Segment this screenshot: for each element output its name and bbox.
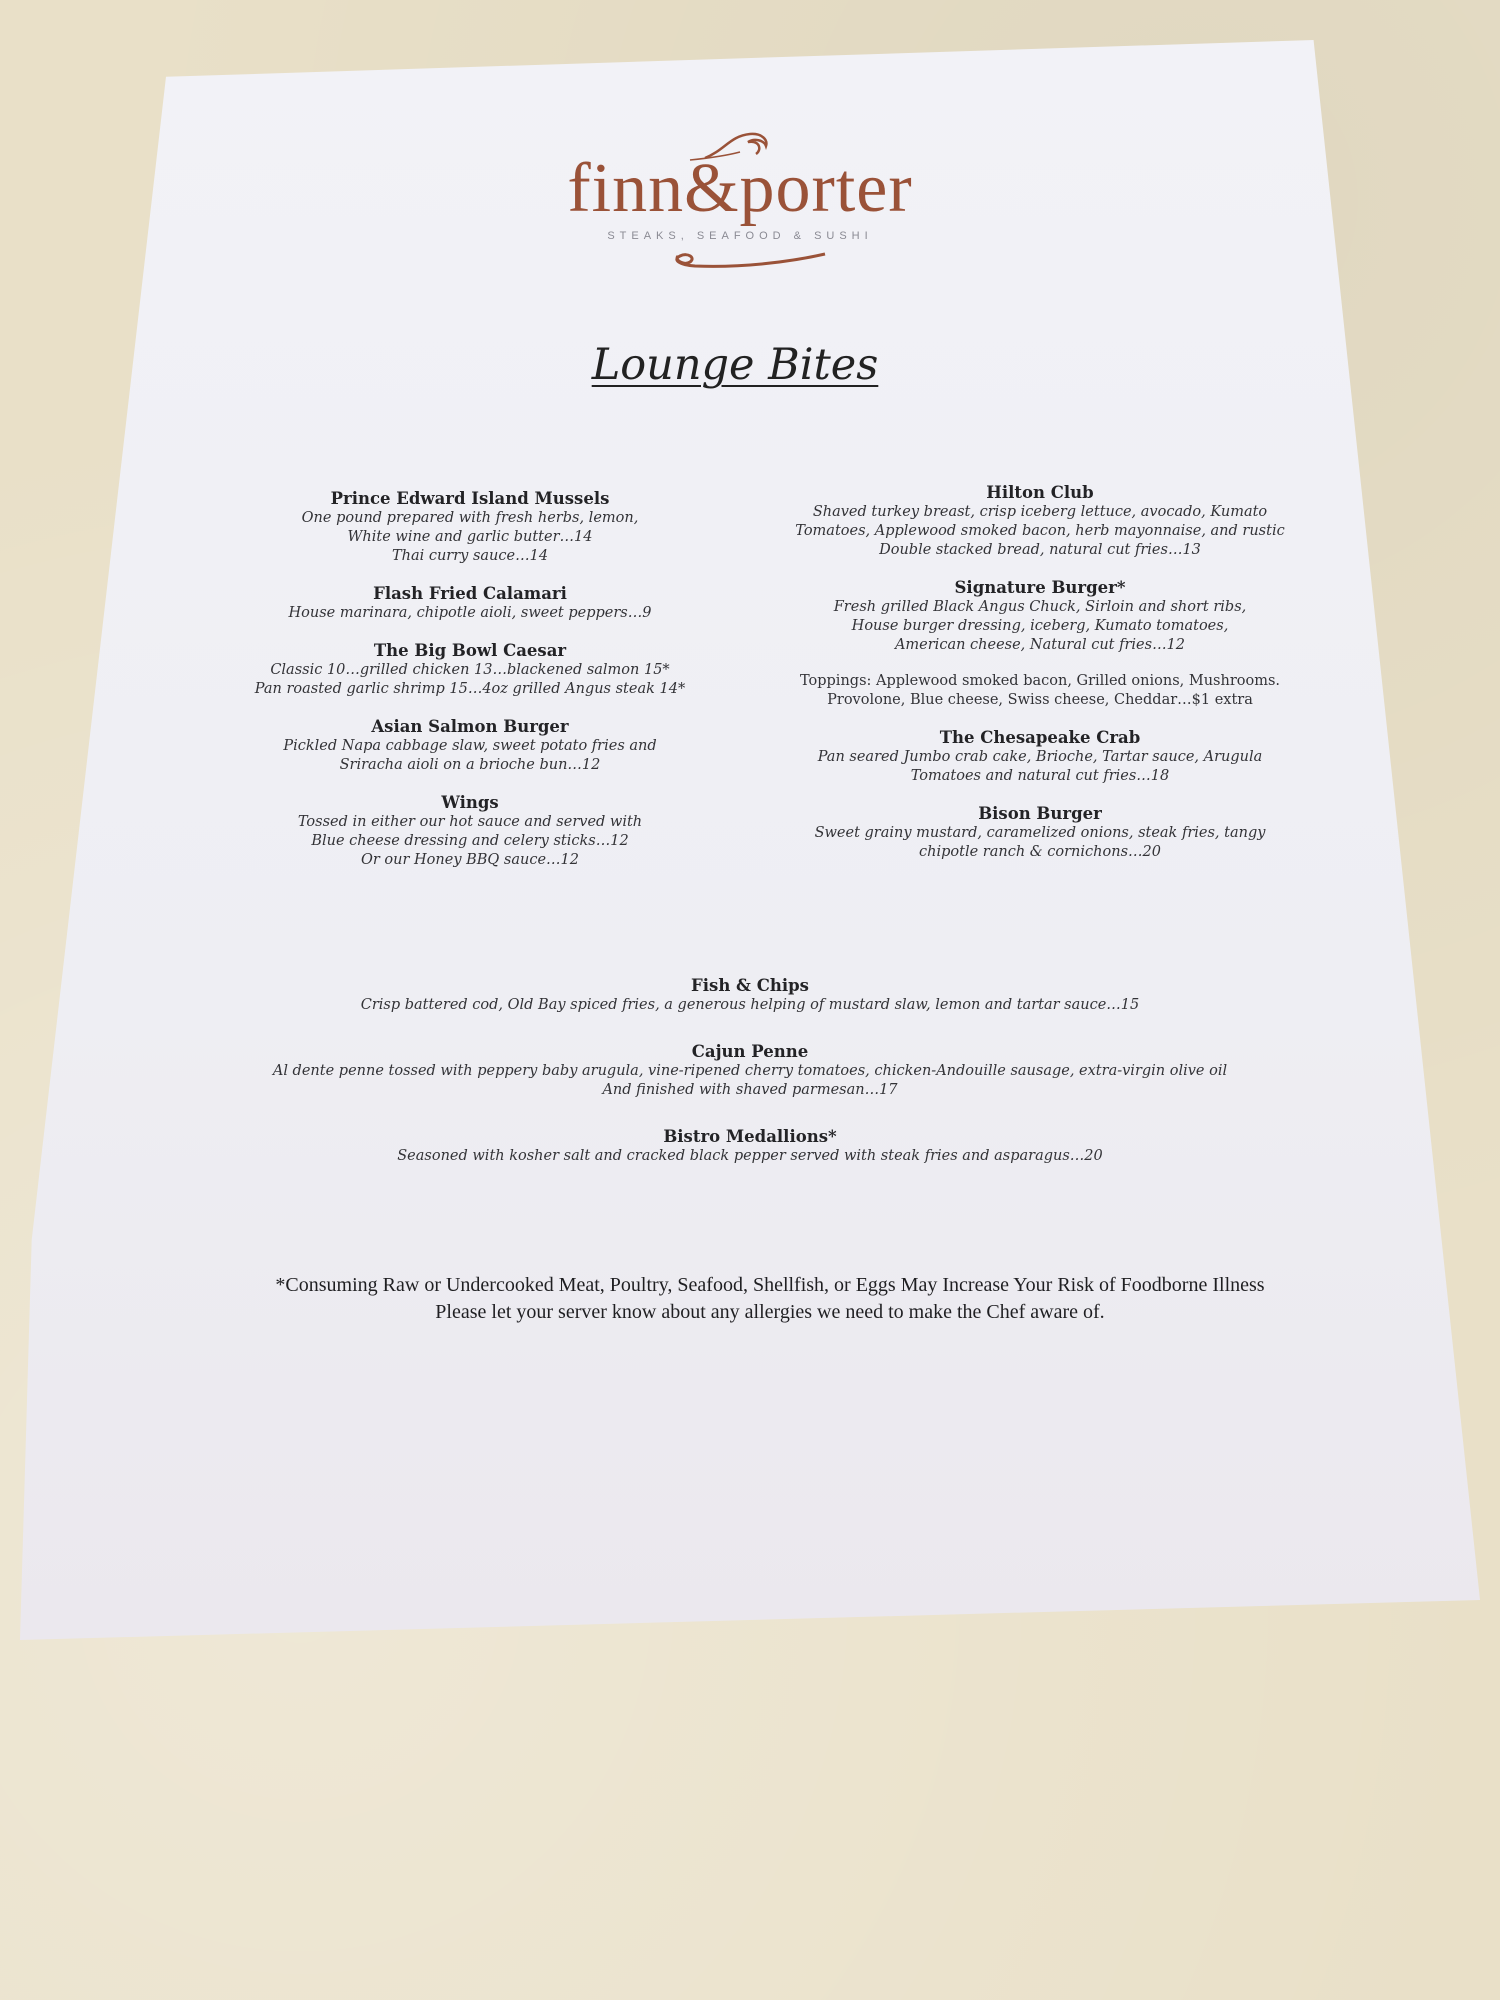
- menu-item-description: House burger dressing, iceberg, Kumato tomatoes,: [851, 618, 1229, 634]
- menu-item-name: Wings: [441, 793, 499, 812]
- menu-item: [230, 583, 710, 623]
- menu-item-name: The Chesapeake Crab: [939, 728, 1141, 747]
- menu-item-name: Prince Edward Island Mussels: [330, 489, 610, 508]
- brand-tagline: STEAKS, SEAFOOD & SUSHI: [607, 230, 873, 242]
- menu-item-description: Al dente penne tossed with peppery baby arugula, vine-ripened cherry tomatoes, chicken-Andouille sausage, extra-virgin olive oil: [272, 1063, 1228, 1079]
- menu-item-description: Double stacked bread, natural cut fries…13: [879, 542, 1201, 558]
- menu-item-description: Sriracha aioli on a brioche bun…12: [339, 757, 601, 773]
- menu-item: [230, 640, 710, 699]
- menu-item-description: Classic 10…grilled chicken 13…blackened salmon 15*: [270, 662, 670, 678]
- restaurant-logo: [520, 128, 960, 276]
- menu-item-description: Pickled Napa cabbage slaw, sweet potato fries and: [283, 738, 657, 754]
- menu-item: [770, 803, 1310, 862]
- menu-item-description: One pound prepared with fresh herbs, lemon,: [301, 510, 639, 526]
- menu-item-name: Asian Salmon Burger: [371, 717, 569, 736]
- menu-item-name: Bistro Medallions*: [663, 1127, 837, 1146]
- disclaimer-line: Please let your server know about any allergies we need to make the Chef aware of.: [435, 1301, 1105, 1323]
- menu-item-description: Thai curry sauce…14: [391, 548, 549, 564]
- menu-item-description: Pan roasted garlic shrimp 15…4oz grilled Angus steak 14*: [254, 681, 686, 697]
- allergy-disclaimer: [200, 1272, 1340, 1326]
- menu-item: [220, 1041, 1280, 1100]
- menu-item: [770, 727, 1310, 786]
- menu-item-name: Signature Burger*: [954, 578, 1126, 597]
- menu-item: [770, 482, 1310, 560]
- menu-item-description: chipotle ranch & cornichons…20: [919, 844, 1161, 860]
- menu-title: Lounge Bites: [591, 340, 879, 390]
- menu-item-name: Cajun Penne: [691, 1042, 809, 1061]
- menu-item-description: Seasoned with kosher salt and cracked black pepper served with steak fries and asparagus…20: [397, 1148, 1103, 1164]
- brand-name: finn&porter: [567, 150, 913, 227]
- menu-item: [220, 1126, 1280, 1166]
- menu-item-description: Crisp battered cod, Old Bay spiced fries, a generous helping of mustard slaw, lemon and tartar sauce…15: [360, 997, 1140, 1013]
- menu-item-description: Pan seared Jumbo crab cake, Brioche, Tartar sauce, Arugula: [817, 749, 1263, 765]
- menu-item-description: Tomatoes and natural cut fries…18: [910, 768, 1170, 784]
- menu-item: [230, 716, 710, 775]
- menu-item: [770, 577, 1310, 655]
- menu-item: [230, 488, 710, 566]
- menu-item-name: Hilton Club: [986, 483, 1094, 502]
- menu-item-description: Or our Honey BBQ sauce…12: [360, 852, 580, 868]
- toppings-note: Provolone, Blue cheese, Swiss cheese, Cheddar…$1 extra: [827, 692, 1253, 708]
- menu-item-name: The Big Bowl Caesar: [373, 641, 567, 660]
- menu-item-description: Tomatoes, Applewood smoked bacon, herb mayonnaise, and rustic: [795, 523, 1285, 539]
- menu-item-description: Sweet grainy mustard, caramelized onions, steak fries, tangy: [814, 825, 1266, 841]
- menu-item-description: White wine and garlic butter…14: [347, 529, 593, 545]
- menu-item-name: Bison Burger: [978, 804, 1102, 823]
- swirl-icon: [650, 248, 830, 276]
- menu-item: [230, 792, 710, 870]
- disclaimer-line: *Consuming Raw or Undercooked Meat, Poultry, Seafood, Shellfish, or Eggs May Increase Your Risk of Foodborne Illness: [275, 1274, 1265, 1296]
- menu-item-description: House marinara, chipotle aioli, sweet peppers…9: [288, 605, 652, 621]
- menu-item-description: Fresh grilled Black Angus Chuck, Sirloin and short ribs,: [833, 599, 1247, 615]
- left-column: [230, 488, 710, 887]
- menu-item-name: Flash Fried Calamari: [373, 584, 567, 603]
- menu-item-description: American cheese, Natural cut fries…12: [894, 637, 1186, 653]
- menu-item-description: Tossed in either our hot sauce and served with: [297, 814, 643, 830]
- bottom-section: [220, 975, 1280, 1192]
- menu-item-description: Shaved turkey breast, crisp iceberg lettuce, avocado, Kumato: [812, 504, 1268, 520]
- menu-item: [220, 975, 1280, 1015]
- toppings-note: Toppings: Applewood smoked bacon, Grilled onions, Mushrooms.: [799, 673, 1281, 689]
- right-column: [770, 482, 1310, 879]
- menu-item-description: And finished with shaved parmesan…17: [602, 1082, 898, 1098]
- menu-item-name: Fish & Chips: [691, 976, 809, 995]
- menu-item-description: Blue cheese dressing and celery sticks…12: [311, 833, 629, 849]
- menu-item: [770, 672, 1310, 710]
